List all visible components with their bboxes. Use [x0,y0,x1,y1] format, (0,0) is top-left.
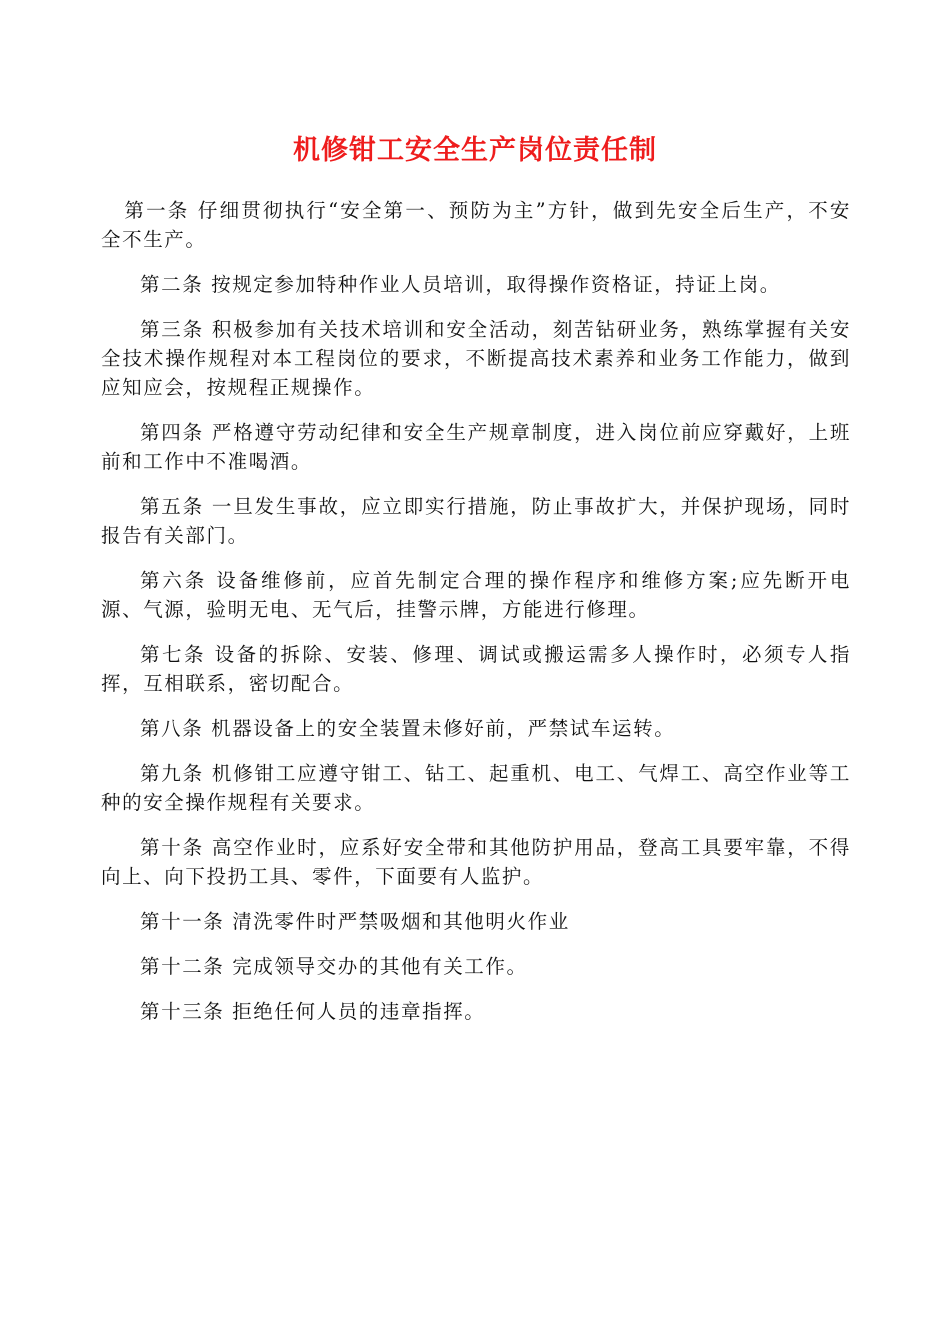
article-6: 第六条 设备维修前，应首先制定合理的操作程序和维修方案;应先断开电源、气源，验明无电、无气后，挂警示牌，方能进行修理。 [101,569,851,621]
article-8: 第八条 机器设备上的安全装置未修好前，严禁试车运转。 [140,717,676,740]
article-12: 第十二条 完成领导交办的其他有关工作。 [140,955,528,978]
article-1: 第一条 仔细贯彻执行“安全第一、预防为主”方针，做到先安全后生产，不安全不生产。 [101,199,851,251]
article-5: 第五条 一旦发生事故，应立即实行措施，防止事故扩大，并保护现场，同时报告有关部门。 [101,495,851,547]
article-11: 第十一条 清洗零件时严禁吸烟和其他明火作业 [140,910,570,933]
article-10: 第十条 高空作业时，应系好安全带和其他防护用品，登高工具要牢靠，不得向上、向下投扔工具、零件，下面要有人监护。 [101,836,851,888]
document-body [101,196,851,1042]
article-7: 第七条 设备的拆除、安装、修理、调试或搬运需多人操作时，必须专人指挥，互相联系，密切配合。 [101,643,851,695]
article-2: 第二条 按规定参加特种作业人员培训，取得操作资格证，持证上岗。 [140,273,781,296]
article-9: 第九条 机修钳工应遵守钳工、钻工、起重机、电工、气焊工、高空作业等工种的安全操作规程有关要求。 [101,762,851,814]
article-4: 第四条 严格遵守劳动纪律和安全生产规章制度，进入岗位前应穿戴好，上班前和工作中不准喝酒。 [101,421,851,473]
article-13: 第十三条 拒绝任何人员的违章指挥。 [140,1000,486,1023]
article-3: 第三条 积极参加有关技术培训和安全活动，刻苦钻研业务，熟练掌握有关安全技术操作规程对本工程岗位的要求，不断提高技术素养和业务工作能力，做到应知应会，按规程正规操作。 [101,318,851,399]
document-title: 机修钳工安全生产岗位责任制 [293,135,657,166]
